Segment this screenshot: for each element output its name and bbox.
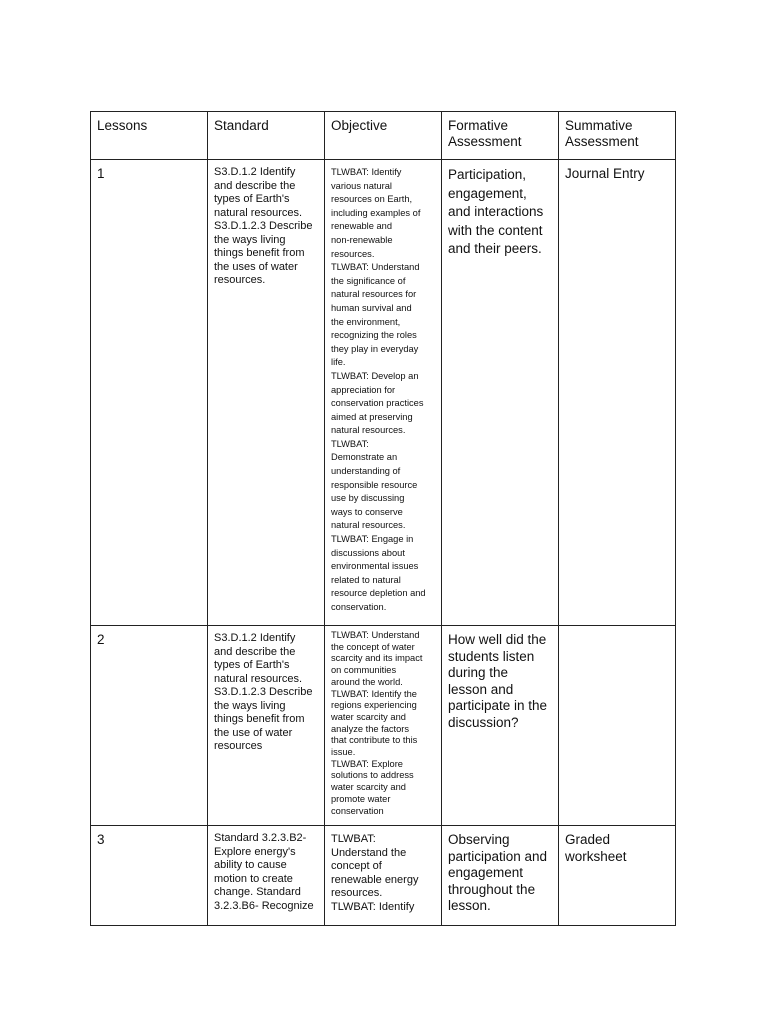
formative-assessment-cell: Observing participation and engagement throughout the lesson. <box>442 826 559 926</box>
lesson-number: 2 <box>91 626 208 826</box>
table-row <box>91 160 676 626</box>
header-lessons: Lessons <box>91 112 208 160</box>
objective-cell: TLWBAT: Identify various natural resources on Earth, including examples of renewable and non-renewable resources. TLWBAT: Understand the significance of natural resources for human survival and the environment, recognizing the roles they play in everyday life. TLWBAT: Develop an appreciation for conservation practices aimed at preserving natural resources. TLWBAT: Demonstrate an understanding of responsible resource use by discussing ways to conserve natural resources. TLWBAT: Engage in discussions about environmental issues related to natural resource depletion and conservation. <box>325 160 442 626</box>
header-summative-assessment: Summative Assessment <box>559 112 676 160</box>
lesson-number: 1 <box>91 160 208 626</box>
header-row <box>91 112 676 160</box>
standard-cell: S3.D.1.2 Identify and describe the types of Earth's natural resources. S3.D.1.2.3 Describe the ways living things benefit from the use of water resources <box>208 626 325 826</box>
lesson-number: 3 <box>91 826 208 926</box>
lesson-plan-table <box>90 111 676 926</box>
summative-assessment-cell: Journal Entry <box>559 160 676 626</box>
standard-cell: Standard 3.2.3.B2- Explore energy's ability to cause motion to create change. Standard 3.2.3.B6- Recognize <box>208 826 325 926</box>
table-row <box>91 626 676 826</box>
header-standard: Standard <box>208 112 325 160</box>
formative-assessment-cell: How well did the students listen during the lesson and participate in the discussion? <box>442 626 559 826</box>
header-formative-assessment: Formative Assessment <box>442 112 559 160</box>
summative-assessment-cell: Graded worksheet <box>559 826 676 926</box>
table-row <box>91 826 676 926</box>
objective-cell: TLWBAT: Understand the concept of renewable energy resources. TLWBAT: Identify <box>325 826 442 926</box>
formative-assessment-cell: Participation, engagement, and interactions with the content and their peers. <box>442 160 559 626</box>
summative-assessment-cell <box>559 626 676 826</box>
header-objective: Objective <box>325 112 442 160</box>
objective-cell: TLWBAT: Understand the concept of water scarcity and its impact on communities around the world. TLWBAT: Identify the regions experiencing water scarcity and analyze the factors that contribute to this issue. TLWBAT: Explore solutions to address water scarcity and promote water conservation <box>325 626 442 826</box>
standard-cell: S3.D.1.2 Identify and describe the types of Earth's natural resources. S3.D.1.2.3 Describe the ways living things benefit from the uses of water resources. <box>208 160 325 626</box>
